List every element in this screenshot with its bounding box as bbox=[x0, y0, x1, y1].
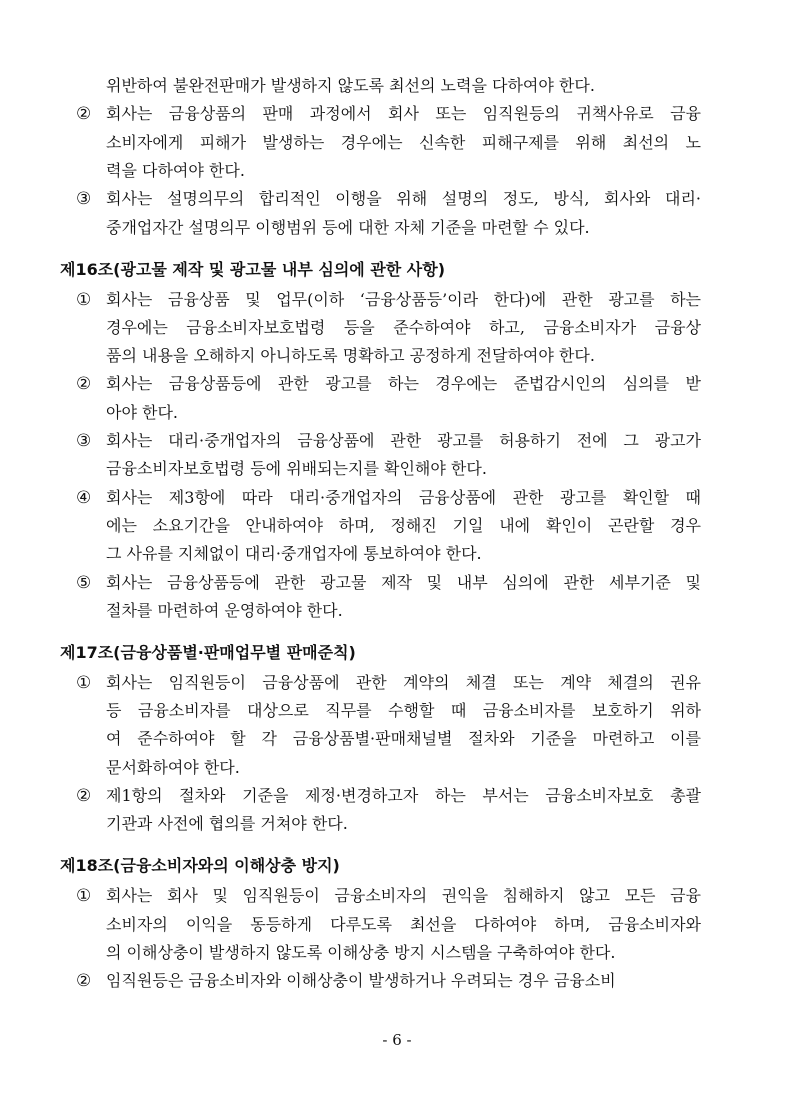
clause-text-line: 력을 다하여야 한다. bbox=[106, 160, 245, 180]
clause-text-line: 문서화하여야 한다. bbox=[106, 757, 240, 777]
clause-text-line: 등 금융소비자를 대상으로 직무를 수행할 때 금융소비자를 보호하기 위하 bbox=[106, 701, 701, 721]
clause-text-line: 회사는 금융상품의 판매 과정에서 회사 또는 임직원등의 귀책사유로 금융 bbox=[106, 104, 701, 124]
clause-text-line: 품의 내용을 오해하지 아니하도록 명확하고 공정하게 전달하여야 한다. bbox=[106, 346, 595, 366]
clause-text-line: 제1항의 절차와 기준을 제정·변경하고자 하는 부서는 금융소비자보호 총괄 bbox=[106, 786, 701, 805]
article-heading: 제17조(금융상품별·판매업무별 판매준칙) bbox=[60, 642, 356, 662]
clause-text-line: 금융소비자보호법령 등에 위배되는지를 확인해야 한다. bbox=[106, 459, 487, 479]
clause-text-line: 회사는 대리·중개업자의 금융상품에 관한 광고를 허용하기 전에 그 광고가 bbox=[106, 431, 701, 450]
clause-number: ① bbox=[76, 672, 92, 693]
clause-text-line: 절차를 마련하여 운영하여야 한다. bbox=[106, 600, 343, 620]
page-number: - 6 - bbox=[382, 1031, 412, 1049]
clause-text-line: 회사는 회사 및 임직원등이 금융소비자의 권익을 침해하지 않고 모든 금융 bbox=[106, 886, 701, 906]
clause-number: ③ bbox=[76, 189, 92, 210]
clause-text-line: 회사는 제3항에 따라 대리·중개업자의 금융상품에 관한 광고를 확인할 때 bbox=[106, 487, 701, 507]
clause-number: ② bbox=[76, 971, 92, 992]
clause-text-line: 아야 한다. bbox=[106, 402, 178, 422]
clause-text-line: 회사는 금융상품 및 업무(이하 ‘금융상품등’이라 한다)에 관한 광고를 하는 bbox=[106, 289, 701, 309]
clause-number: ① bbox=[76, 289, 92, 310]
clause-number: ① bbox=[76, 886, 92, 907]
continued-text-line: 위반하여 불완전판매가 발생하지 않도록 최선의 노력을 다하여야 한다. bbox=[106, 76, 595, 95]
clause-text-line: 소비자의 이익을 동등하게 다루도록 최선을 다하여야 하며, 금융소비자와 bbox=[106, 914, 701, 934]
clause-number: ⑤ bbox=[76, 572, 92, 593]
clause-number: ② bbox=[76, 374, 92, 395]
clause-text-line: 소비자에게 피해가 발생하는 경우에는 신속한 피해구제를 위해 최선의 노 bbox=[106, 132, 701, 152]
clause-number: ② bbox=[76, 786, 92, 806]
clause-text-line: 중개업자간 설명의무 이행범위 등에 대한 자체 기준을 마련할 수 있다. bbox=[106, 217, 590, 237]
clause-text-line: 기관과 사전에 협의를 거쳐야 한다. bbox=[106, 814, 348, 834]
clause-text-line: 여 준수하여야 할 각 금융상품별·판매채널별 절차와 기준을 마련하고 이를 bbox=[106, 729, 701, 749]
article-heading: 제16조(광고물 제작 및 광고물 내부 심의에 관한 사항) bbox=[60, 259, 446, 279]
clause-text-line: 그 사유를 지체없이 대리·중개업자에 통보하여야 한다. bbox=[106, 544, 482, 564]
clause-text-line: 에는 소요기간을 안내하여야 하며, 정해진 기일 내에 확인이 곤란할 경우 bbox=[106, 515, 701, 535]
clause-text-line: 의 이해상충이 발생하지 않도록 이해상충 방지 시스템을 구축하여야 한다. bbox=[106, 942, 616, 962]
clause-text-line: 회사는 설명의무의 합리적인 이행을 위해 설명의 정도, 방식, 회사와 대리· bbox=[106, 189, 701, 209]
clause-text-line: 회사는 임직원등이 금융상품에 관한 계약의 체결 또는 계약 체결의 권유 bbox=[106, 672, 701, 692]
clause-text-line: 회사는 금융상품등에 관한 광고물 제작 및 내부 심의에 관한 세부기준 및 bbox=[106, 572, 701, 592]
clause-text-line: 임직원등은 금융소비자와 이해상충이 발생하거나 우려되는 경우 금융소비 bbox=[106, 971, 616, 991]
clause-number: ③ bbox=[76, 431, 92, 451]
clause-number: ④ bbox=[76, 487, 92, 508]
clause-text-line: 회사는 금융상품등에 관한 광고를 하는 경우에는 준법감시인의 심의를 받 bbox=[106, 374, 701, 394]
clause-text-line: 경우에는 금융소비자보호법령 등을 준수하여야 하고, 금융소비자가 금융상 bbox=[106, 317, 701, 337]
clause-number: ② bbox=[76, 104, 92, 125]
article-heading: 제18조(금융소비자와의 이해상충 방지) bbox=[60, 856, 340, 876]
